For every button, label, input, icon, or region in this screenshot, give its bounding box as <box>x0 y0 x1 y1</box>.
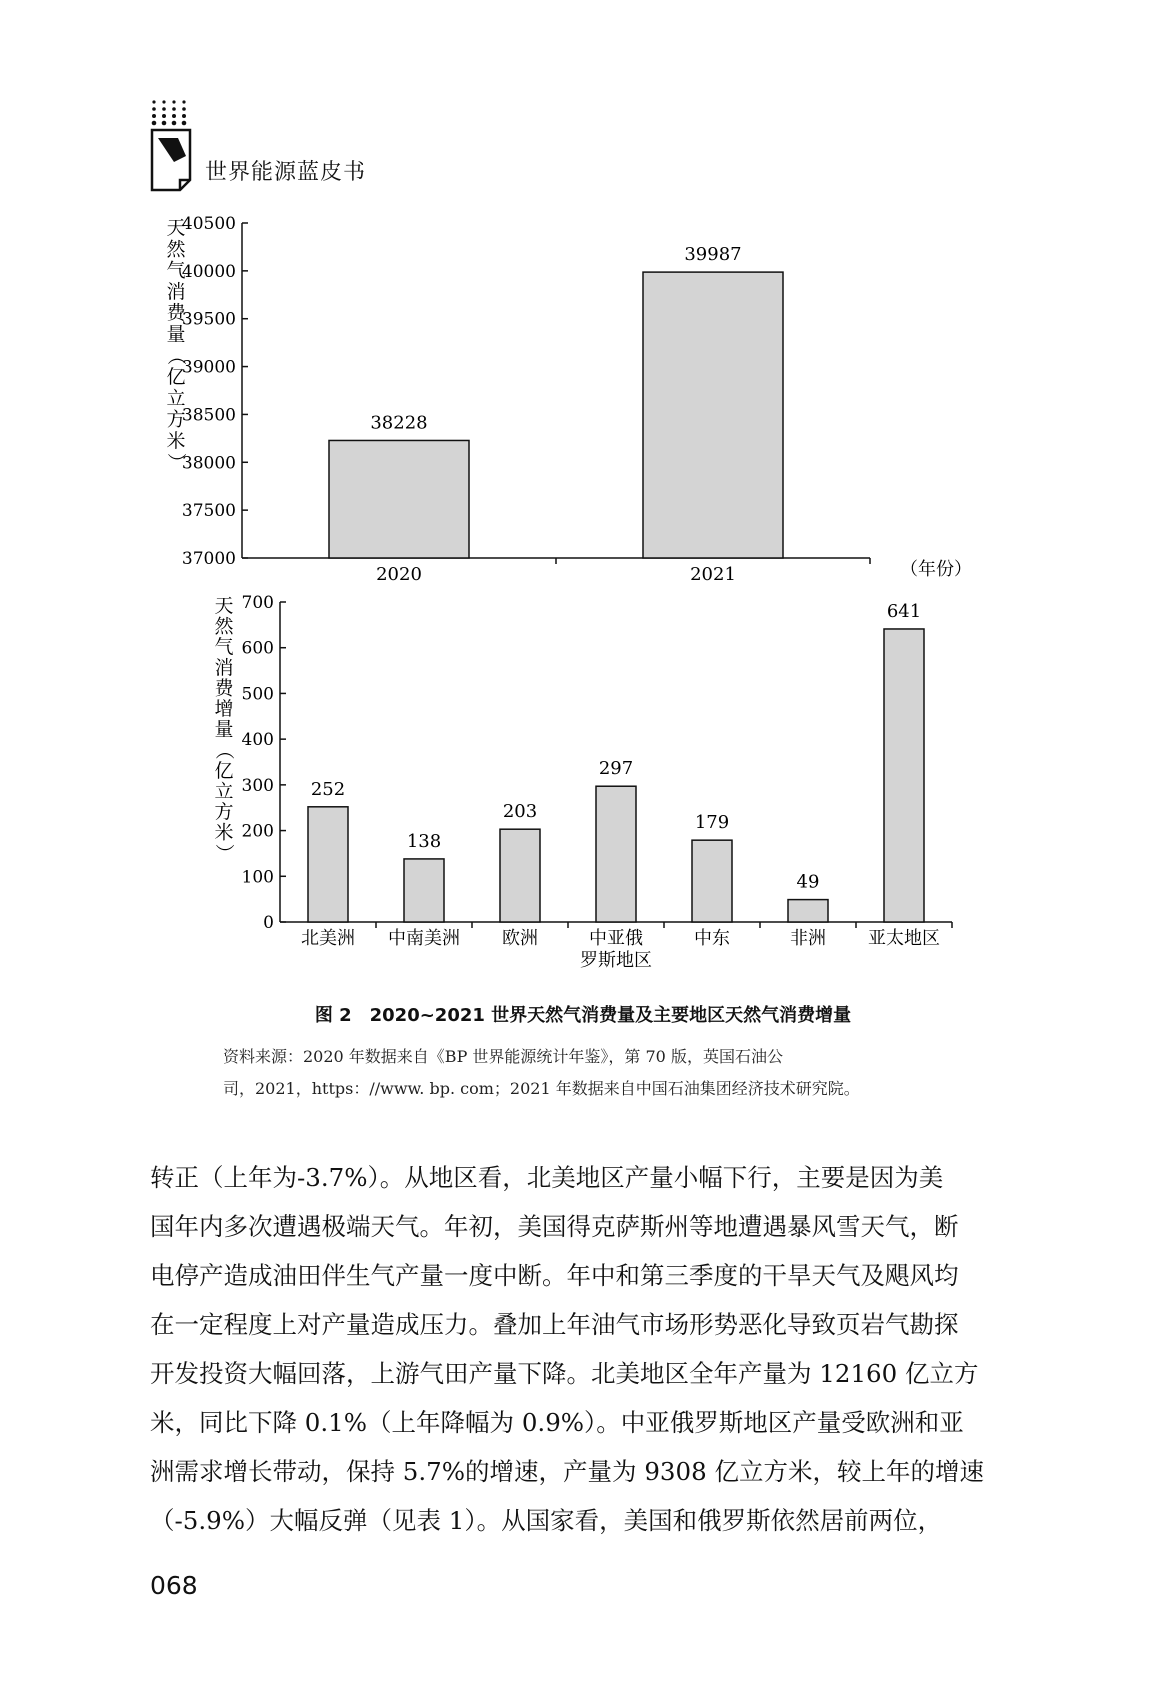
bar-中东 <box>692 840 732 922</box>
bar-value-label: 203 <box>502 801 538 823</box>
body-line: 洲需求增长带动，保持 5.7%的增速，产量为 9308 亿立方米，较上年的增速 <box>150 1457 984 1486</box>
y-axis-label-char: 方 <box>166 408 186 431</box>
figure-number: 图 2 <box>314 1005 352 1026</box>
y-tick-label: 40500 <box>181 214 236 234</box>
y-axis-label-char: 立 <box>166 387 186 410</box>
y-axis-label-char: 费 <box>214 677 234 700</box>
source-line-2: 司，2021，https：//www. bp. com；2021 年数据来自中国石油集团经济技术研究院。 <box>223 1079 860 1098</box>
body-line: 在一定程度上对产量造成压力。叠加上年油气市场形势恶化导致页岩气勘探 <box>150 1310 959 1339</box>
bar-value-label: 138 <box>406 830 442 852</box>
bar-北美洲 <box>308 807 348 922</box>
y-axis-label-char: 消 <box>214 656 234 679</box>
bar-value-label: 252 <box>310 778 346 800</box>
bar-2021 <box>643 272 783 558</box>
y-axis-label <box>213 595 235 863</box>
page-number: 068 <box>150 1571 198 1600</box>
book-series-logo <box>150 98 198 194</box>
x-category-label: 2020 <box>376 564 422 585</box>
y-axis-label-char: （ <box>213 740 235 760</box>
y-axis-label-char: 费 <box>166 302 186 325</box>
bar-value-label: 641 <box>886 600 922 622</box>
y-tick-label: 0 <box>263 913 274 933</box>
y-axis-label-char: 气 <box>166 259 186 282</box>
y-axis-label-char: 增 <box>214 698 234 720</box>
bar-欧洲 <box>500 829 540 922</box>
figure-source-note <box>223 1041 953 1105</box>
y-tick-label: 200 <box>241 821 274 842</box>
y-tick-label: 38500 <box>181 405 236 426</box>
figure-title: 2020~2021 世界天然气消费量及主要地区天然气消费增量 <box>369 1005 852 1026</box>
y-tick-label: 600 <box>241 638 274 659</box>
book-title: 世界能源蓝皮书 <box>205 160 367 185</box>
y-axis-label-char: 然 <box>166 238 186 261</box>
bar-亚太地区 <box>884 629 924 922</box>
body-line: 开发投资大幅回落，上游气田产量下降。北美地区全年产量为 12160 亿立方 <box>150 1359 979 1388</box>
bar-value-label: 39987 <box>684 244 742 266</box>
y-axis-label-char: 米 <box>166 430 186 452</box>
y-tick-label: 39000 <box>181 357 236 378</box>
chart-world-gas-consumption <box>150 214 972 590</box>
bar-中南美洲 <box>404 859 444 922</box>
y-axis-label-char: 方 <box>214 801 234 823</box>
x-category-label: 非洲 <box>790 928 826 949</box>
source-line-1: 资料来源：2020 年数据来自《BP 世界能源统计年鉴》，第 70 版，英国石油公 <box>223 1047 783 1066</box>
y-tick-label: 300 <box>241 775 274 796</box>
y-axis-label-char: 然 <box>214 615 234 638</box>
x-axis-label: （年份） <box>900 559 972 580</box>
y-tick-label: 38000 <box>181 453 236 474</box>
y-axis-label-char: 量 <box>214 718 234 741</box>
y-tick-label: 400 <box>241 730 274 751</box>
y-axis-label <box>165 217 187 472</box>
chart-regional-gas-increment <box>200 592 960 977</box>
y-tick-label: 500 <box>241 684 274 705</box>
bar-value-label: 297 <box>598 758 634 780</box>
bar-非洲 <box>788 900 828 922</box>
y-axis-label-char: 米 <box>214 821 234 844</box>
body-line: 国年内多次遭遇极端天气。年初，美国得克萨斯州等地遭遇暴风雪天气，断 <box>150 1212 959 1241</box>
y-tick-label: 40000 <box>181 261 236 282</box>
y-tick-label: 37000 <box>181 549 236 569</box>
y-axis-label-char: 天 <box>166 217 186 239</box>
bar-中亚俄罗斯地区 <box>596 786 636 922</box>
body-line: 电停产造成油田伴生气产量一度中断。年中和第三季度的干旱天气及飓风均 <box>150 1261 959 1290</box>
body-line: 转正（上年为-3.7%）。从地区看，北美地区产量小幅下行，主要是因为美 <box>150 1163 944 1192</box>
y-axis-label-char: 量 <box>166 323 186 346</box>
figure-caption <box>0 1001 1166 1027</box>
y-axis-label-char: 气 <box>214 636 234 659</box>
x-category-label: 中亚俄罗斯地区 <box>580 928 652 971</box>
x-category-label: 2021 <box>690 564 736 585</box>
y-tick-label: 700 <box>241 593 274 613</box>
bar-value-label: 49 <box>796 871 820 893</box>
y-axis-label-char: 亿 <box>166 366 186 389</box>
bar-2020 <box>329 440 469 558</box>
y-axis-label-char: （ <box>165 346 187 366</box>
y-tick-label: 39500 <box>181 309 236 330</box>
y-axis-label-char: 立 <box>214 780 234 803</box>
bar-value-label: 38228 <box>370 412 428 434</box>
body-line: 米，同比下降 0.1%（上年降幅为 0.9%）。中亚俄罗斯地区产量受欧洲和亚 <box>150 1408 964 1437</box>
y-tick-label: 37500 <box>181 501 236 522</box>
y-axis-label-char: 消 <box>166 280 186 303</box>
x-category-label: 中南美洲 <box>388 928 460 949</box>
y-tick-label: 100 <box>241 867 274 888</box>
body-paragraph <box>150 1153 1016 1545</box>
y-axis-label-char: 天 <box>214 595 234 617</box>
y-axis-label-char: ） <box>213 843 235 863</box>
y-axis-label-char: 亿 <box>214 759 234 782</box>
y-axis-label-char: ） <box>165 452 187 472</box>
x-category-label: 欧洲 <box>502 928 538 949</box>
x-category-label: 北美洲 <box>301 928 355 949</box>
x-category-label: 亚太地区 <box>868 928 940 949</box>
x-category-label: 中东 <box>694 928 730 949</box>
bar-value-label: 179 <box>694 812 730 834</box>
body-line: （-5.9%）大幅反弹（见表 1）。从国家看，美国和俄罗斯依然居前两位， <box>150 1506 943 1535</box>
